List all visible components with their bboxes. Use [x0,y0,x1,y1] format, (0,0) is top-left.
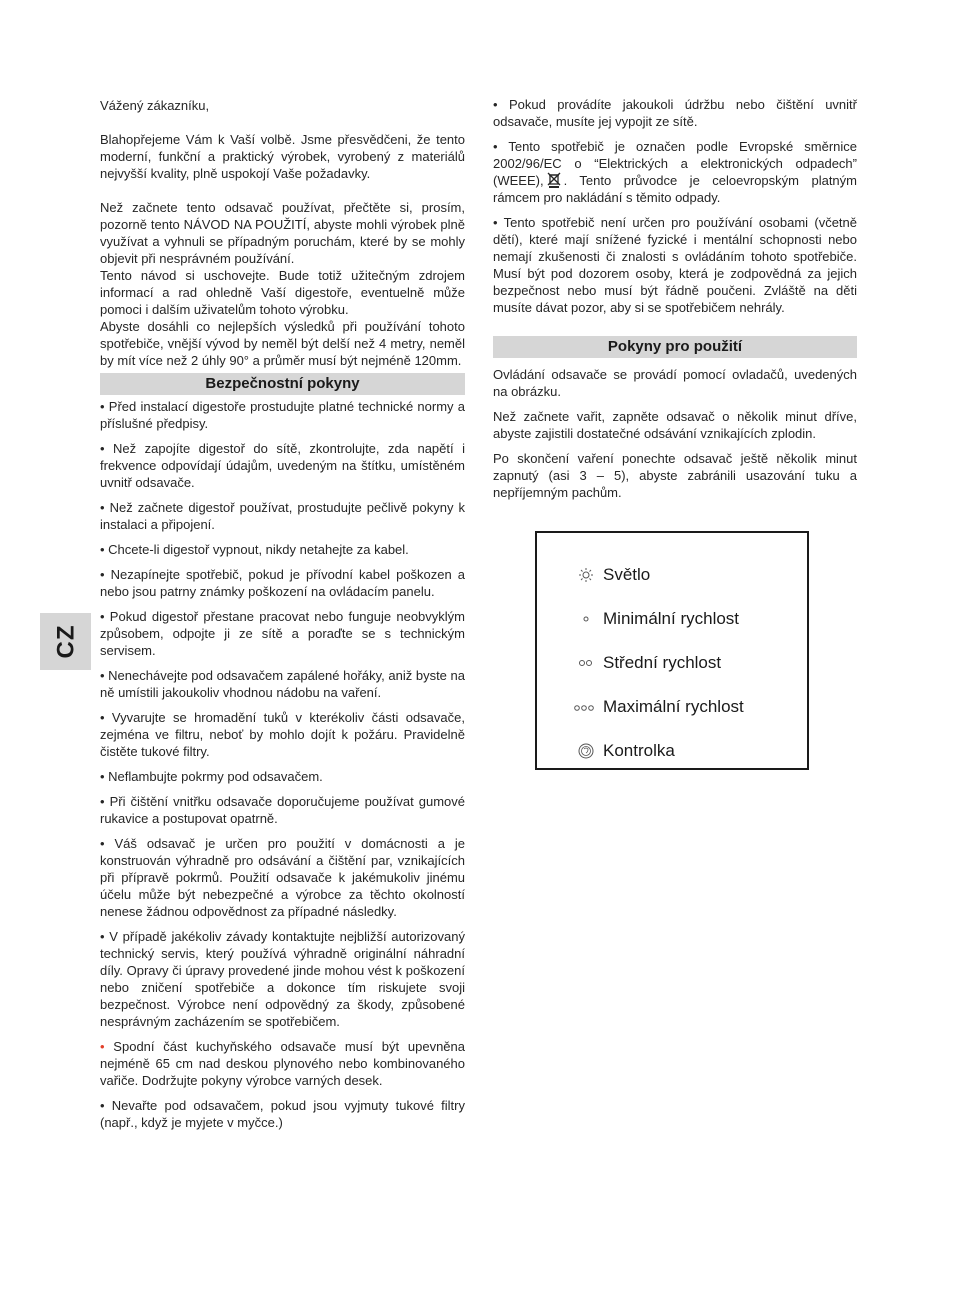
safety-item: • Nezapínejte spotřebič, pokud je přívodní kabel poškozen a nebo jsou patrny známky poškození na ovládacím panelu. [100,567,465,599]
red-bullet: • [100,1039,105,1054]
instructions-paragraph: Než začnete tento odsavač používat, přečtěte si, prosím, pozorně tento NÁVOD NA POUŽITÍ, abyste mohli výrobek plně využívat a vyhnuli se případným poruchám, které by se mohly objevit při nesprávném používání. [100,200,465,266]
weee-text-after: . Tento průvodce je celoevropským platným rámcem pro nakládání s těmito odpady. [493,173,857,205]
speed-min-icon [573,611,597,627]
safety-item: • Chcete-li digestoř vypnout, nikdy netahejte za kabel. [100,542,409,557]
control-label: Kontrolka [603,741,675,760]
mounting-height-text: Spodní část kuchyňského odsavače musí být upevněna nejméně 65 cm nad deskou plynového nebo kombinovaného vařiče. Dodržujte pokyny výrobce varných desek. [100,1039,465,1088]
light-icon [573,567,597,583]
safety-item: • Váš odsavač je určen pro použití v domácnosti a je konstruován výhradně pro odsávání a čištění par, vznikajících při přípravě pokrmů. Použití odsavače k jakémukoliv jinému účelu může být nebezpečné a výrobce za těchto okolností nenese žádnou odpovědnost za případné následky. [100,836,465,919]
language-tab [40,613,91,670]
safety-item: • Pokud digestoř přestane pracovat nebo funguje neobvyklým způsobem, odpojte ji ze sítě a poraďte se s technickým servisem. [100,609,465,658]
right-column [493,96,857,501]
safety-item: • Než začnete digestoř používat, prostudujte pečlivě pokyny k instalaci a připojení. [100,500,465,532]
speed-max-icon [573,699,597,715]
control-label: Světlo [603,565,651,584]
control-indicator [537,739,807,763]
control-label: Maximální rychlost [603,697,744,716]
control-speed-min [537,607,807,631]
indicator-icon [573,743,597,759]
language-code: CZ [52,624,79,659]
safety-item: • Neflambujte pokrmy pod odsavačem. [100,769,323,784]
speed-mid-icon [573,655,597,671]
greeting: Vážený zákazníku, [100,98,210,113]
safety-item: • Při čištění vnitřku odsavače doporučujeme používat gumové rukavice a postupovat opatrně. [100,794,465,826]
maintenance-item: • Pokud provádíte jakoukoli údržbu nebo čištění uvnitř odsavače, musíte jej vypojit ze sítě. [493,97,857,129]
safety-item: • Nenechávejte pod odsavačem zapálené hořáky, aniž byste na ně umístili jakoukoliv vhodnou nádobu na vaření. [100,668,465,700]
safety-item: • Než zapojíte digestoř do sítě, zkontrolujte, zda napětí i frekvence odpovídají údajům, uvedeným na štítku, umístěném uvnitř odsavače. [100,441,465,490]
usage-paragraph: Ovládání odsavače se provádí pomocí ovladačů, uvedených na obrázku. [493,367,857,399]
supervision-item: • Tento spotřebič není určen pro používání osobami (včetně dětí), které mají snížené fyzické i mentální schopnosti nebo nemají zkušenosti či znalosti s ovládáním tohoto spotřebiče. Musí být pod dozorem osoby, která je zodpovědná za jejich bezpečnost nebo musí být řádně poučeni. Zvláště na děti musíte dávat pozor, aby si se spotřebičem nehrály. [493,215,857,315]
weee-bin-icon [547,172,561,188]
control-light [537,563,807,587]
safety-item: • V případě jakékoliv závady kontaktujte nejbližší autorizovaný technický servis, který používá výhradně originální náhradní díly. Opravy či úpravy provedené jinde mohou vést k poškození nebo zničení spotřebiče a dokonce tím riskujete svoji bezpečnost. Výrobce není odpovědný za škody, způsobené nesprávným zacházením se spotřebičem. [100,929,465,1029]
control-label: Minimální rychlost [603,609,740,628]
control-speed-max [537,695,807,719]
control-speed-mid [537,651,807,675]
keep-manual-paragraph: Tento návod si uschovejte. Bude totiž užitečným zdrojem informací a rad ohledně Vaší digestoře, eventuelně může pomoci i dalším uživatelům tohoto výrobku. [100,268,465,317]
control-label: Střední rychlost [603,653,722,672]
safety-item: • Vyvarujte se hromadění tuků v kterékoliv části odsavače, zejména ve filtru, neboť by mohlo dojít k požáru. Pravidelně čistěte tukové filtry. [100,710,465,759]
usage-heading: Pokyny pro použití [493,336,857,358]
controls-legend [535,531,809,770]
weee-text-before: • Tento spotřebič je označen podle Evropské směrnice 2002/96/EC o “Elektrických a elektronických odpadech” (WEEE), [493,139,857,188]
usage-paragraph: Než začnete vařit, zapněte odsavač o několik minut dříve, abyste zajistili dostatečné odsávání vznikajících zplodin. [493,409,857,441]
safety-list [100,398,465,1131]
left-column [100,97,465,1139]
safety-item: • Nevařte pod odsavačem, pokud jsou vyjmuty tukové filtry (např., když je myjete v myčce.) [100,1098,465,1130]
safety-item-mounting-height [100,1038,465,1089]
duct-paragraph: Abyste dosáhli co nejlepších výsledků při používání tohoto spotřebiče, vnější vývod by neměl být delší než 4 metry, neměl by mít více než 2 úhly 90° a průměr musí být nejméně 120mm. [100,319,465,368]
weee-item [493,138,857,206]
usage-paragraph: Po skončení vaření ponechte odsavač ještě několik minut zapnutý (asi 3 – 5), abyste zabránili usazování tuku a nepříjemným pachům. [493,451,857,500]
maintenance-list [493,96,857,316]
safety-item: • Před instalací digestoře prostudujte platné technické normy a příslušné předpisy. [100,399,465,431]
intro-paragraph: Blahopřejeme Vám k Vaší volbě. Jsme přesvědčeni, že tento moderní, funkční a praktický výrobek, vyrobený z materiálů nejvyšší kvality, plně uspokojí Vaše požadavky. [100,132,465,181]
safety-heading: Bezpečnostní pokyny [100,373,465,395]
